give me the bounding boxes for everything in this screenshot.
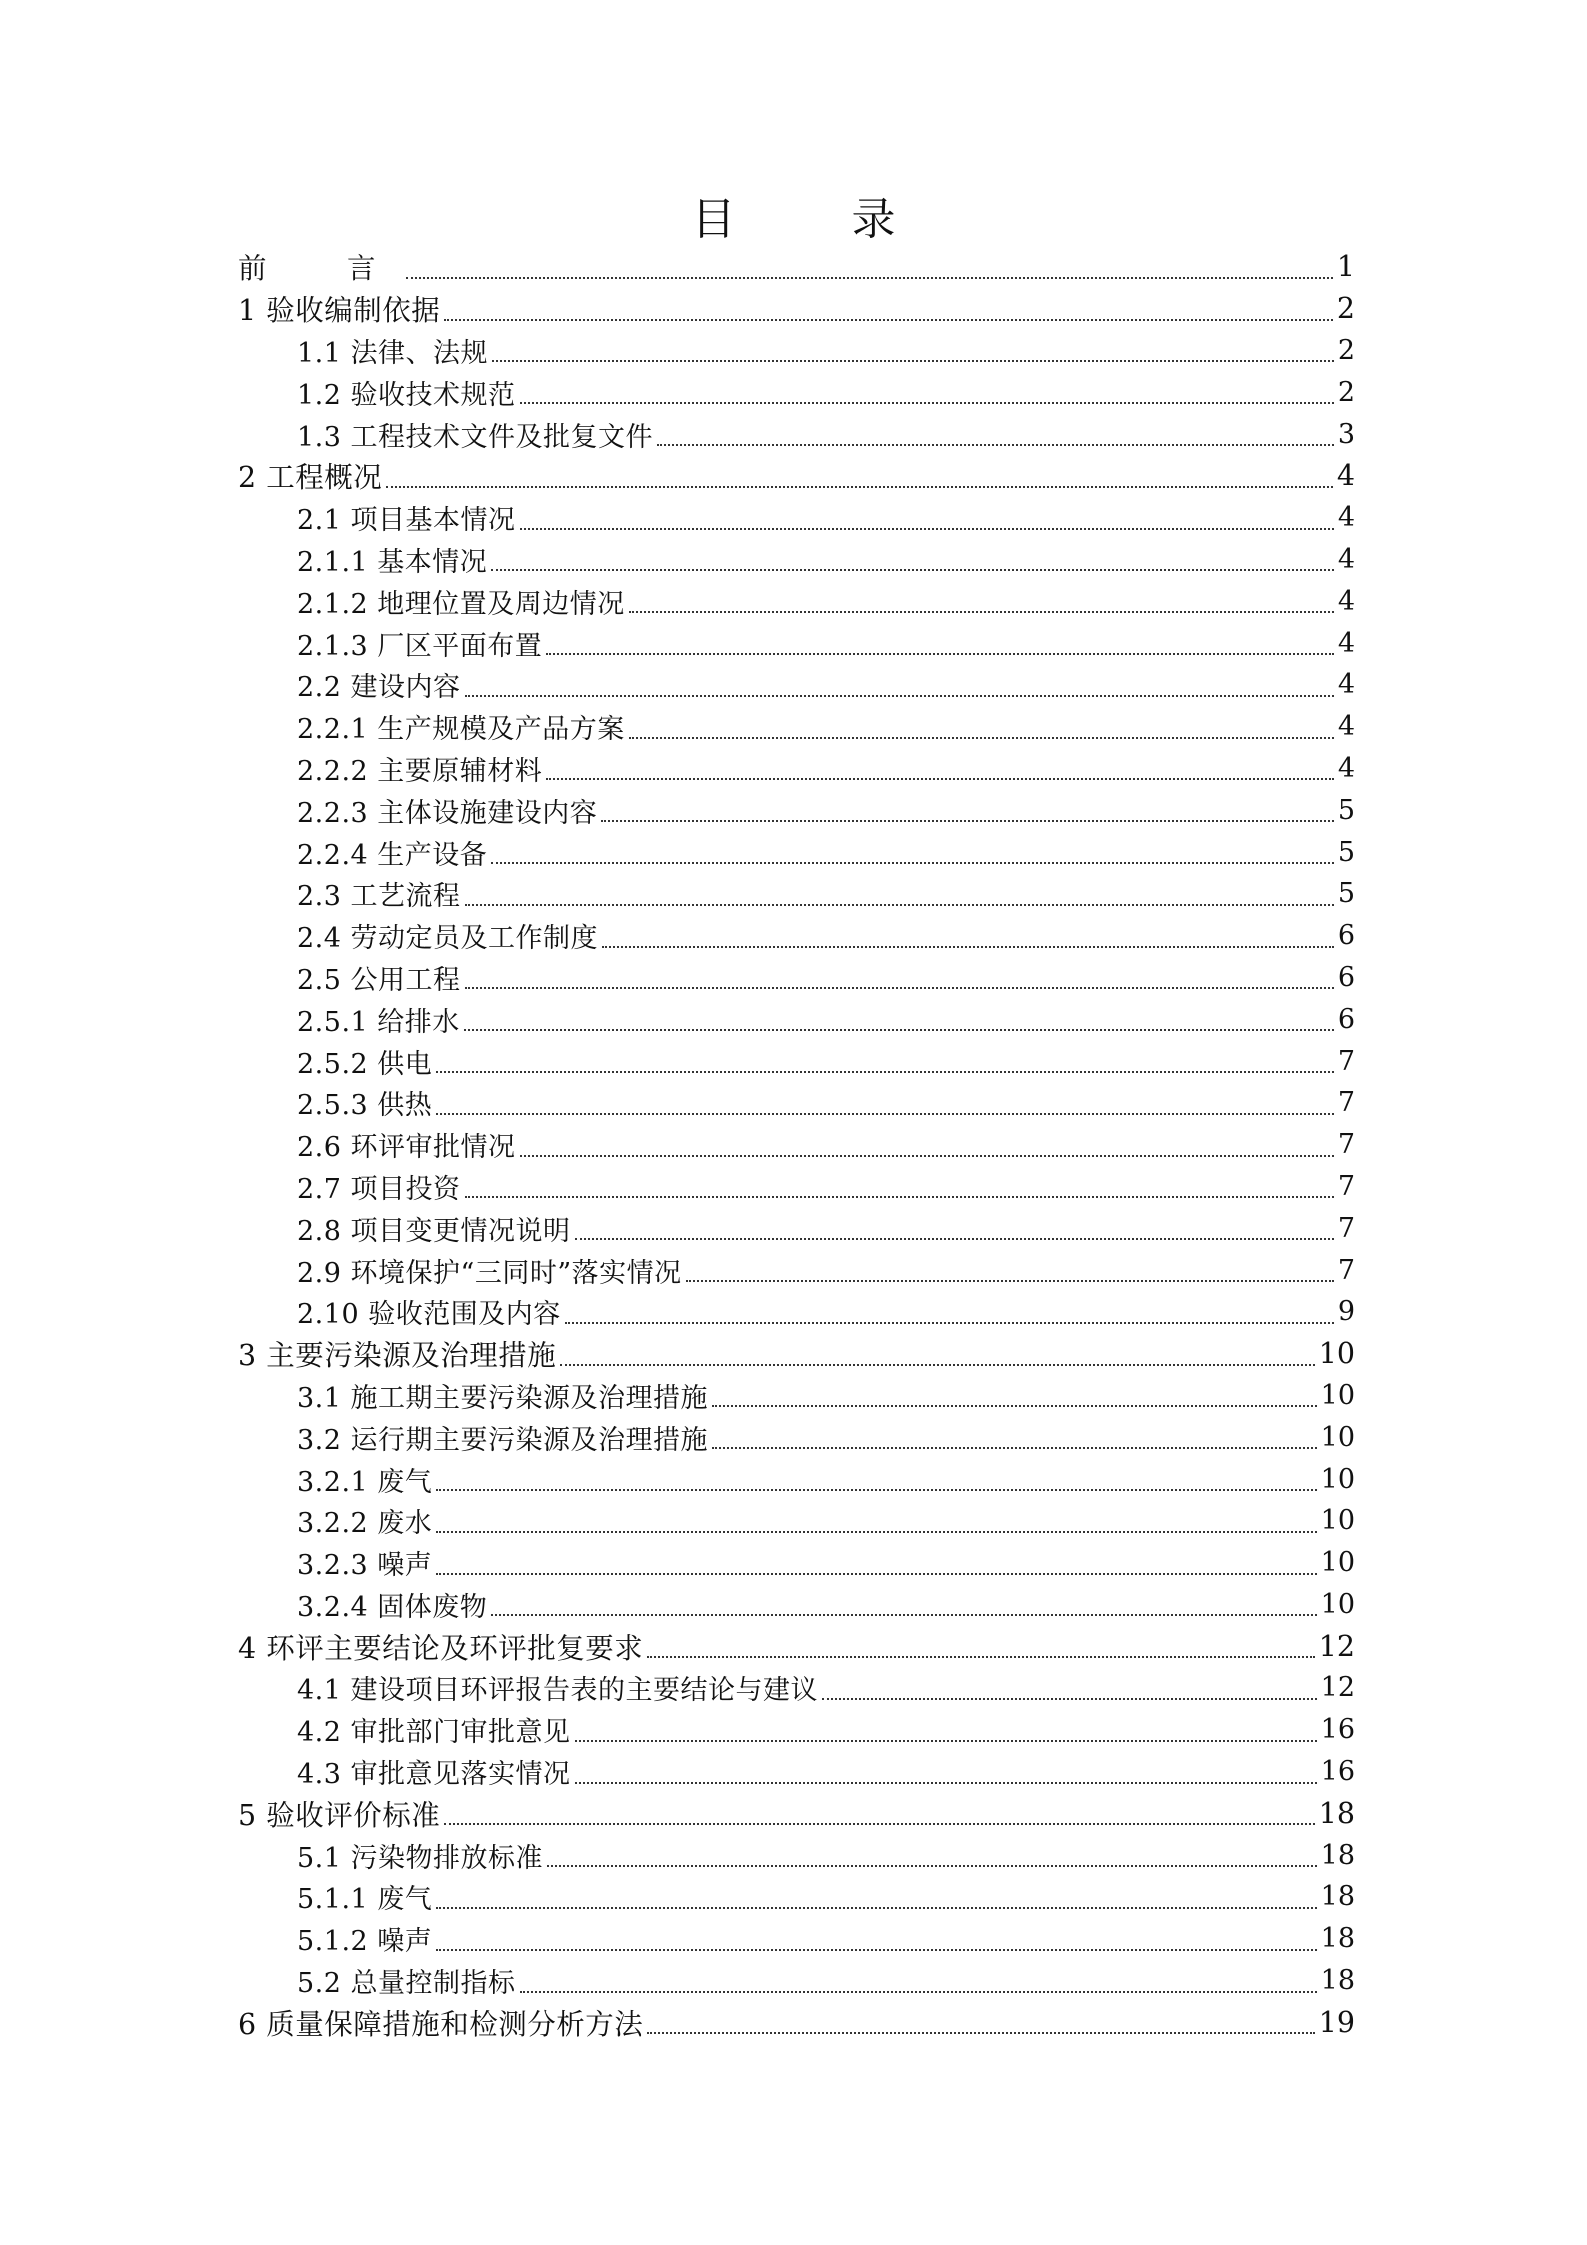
toc-dot-leader xyxy=(436,1489,1316,1491)
toc-entry-label: 2.2.1 生产规模及产品方案 xyxy=(297,714,625,746)
toc-entry-page-number: 7 xyxy=(1337,1045,1355,1077)
toc-entry-label: 1 验收编制依据 xyxy=(238,294,441,328)
toc-entry[interactable] xyxy=(0,1709,1587,1751)
toc-dot-leader xyxy=(575,1782,1317,1784)
toc-entry-page-number: 10 xyxy=(1320,1421,1355,1453)
toc-entry-page-number: 10 xyxy=(1318,1337,1355,1371)
toc-dot-leader xyxy=(491,569,1334,571)
toc-entry[interactable] xyxy=(0,288,1587,330)
toc-dot-leader xyxy=(491,1614,1316,1616)
toc-dot-leader xyxy=(491,862,1334,864)
toc-entry-page-number: 6 xyxy=(1337,1003,1355,1035)
toc-entry-page-number: 18 xyxy=(1318,1796,1355,1830)
toc-dot-leader xyxy=(436,1113,1334,1115)
toc-entry[interactable] xyxy=(0,1667,1587,1709)
toc-entry[interactable] xyxy=(0,789,1587,831)
toc-entry[interactable] xyxy=(0,873,1587,915)
toc-dot-leader xyxy=(546,778,1334,780)
toc-entry-page-number: 16 xyxy=(1320,1756,1355,1788)
toc-entry-page-number: 5 xyxy=(1337,794,1355,826)
toc-dot-leader xyxy=(629,737,1334,739)
toc-dot-leader xyxy=(492,360,1334,362)
toc-entry[interactable] xyxy=(0,1416,1587,1458)
toc-dot-leader xyxy=(712,1447,1317,1449)
toc-entry-page-number: 18 xyxy=(1320,1923,1355,1955)
toc-dot-leader xyxy=(560,1364,1315,1366)
toc-entry[interactable] xyxy=(0,957,1587,999)
toc-dot-leader xyxy=(647,1656,1315,1658)
toc-entry[interactable] xyxy=(0,539,1587,581)
toc-entry-label: 2.7 项目投资 xyxy=(297,1173,461,1205)
toc-entry[interactable] xyxy=(0,748,1587,790)
toc-entry-page-number: 2 xyxy=(1337,376,1355,408)
toc-entry[interactable] xyxy=(0,1792,1587,1834)
toc-dot-leader xyxy=(436,1573,1316,1575)
toc-entry[interactable] xyxy=(0,1751,1587,1793)
toc-entry-label: 3.2.2 废水 xyxy=(297,1508,433,1540)
toc-entry-label: 1.2 验收技术规范 xyxy=(297,379,516,411)
toc-dot-leader xyxy=(575,1238,1334,1240)
toc-entry-page-number: 18 xyxy=(1320,1965,1355,1997)
toc-entry[interactable] xyxy=(0,1918,1587,1960)
toc-entry-label: 6 质量保障措施和检测分析方法 xyxy=(238,2007,644,2041)
toc-entry-label: 2.2 建设内容 xyxy=(297,672,461,704)
toc-entry-page-number: 10 xyxy=(1320,1463,1355,1495)
toc-entry[interactable] xyxy=(0,915,1587,957)
toc-entry-page-number: 12 xyxy=(1320,1672,1355,1704)
toc-entry-page-number: 4 xyxy=(1337,627,1355,659)
toc-entry-label: 2.4 劳动定员及工作制度 xyxy=(297,923,599,955)
toc-entry[interactable] xyxy=(0,1249,1587,1291)
toc-entry-page-number: 3 xyxy=(1337,418,1355,450)
toc-entry[interactable] xyxy=(0,497,1587,539)
toc-dot-leader xyxy=(565,1322,1334,1324)
toc-entry[interactable] xyxy=(0,1166,1587,1208)
toc-entry-label: 2.2.2 主要原辅材料 xyxy=(297,755,543,787)
toc-entry-label: 3.2.1 废气 xyxy=(297,1466,433,1498)
toc-dot-leader xyxy=(657,444,1334,446)
toc-entry-label: 2.1 项目基本情况 xyxy=(297,505,516,537)
toc-entry-label: 5.1.1 废气 xyxy=(297,1884,433,1916)
toc-entry-page-number: 18 xyxy=(1320,1881,1355,1913)
toc-entry[interactable] xyxy=(0,1040,1587,1082)
toc-entry[interactable] xyxy=(0,455,1587,497)
toc-entry[interactable] xyxy=(0,1082,1587,1124)
toc-entry[interactable] xyxy=(0,622,1587,664)
toc-dot-leader xyxy=(647,2032,1315,2034)
toc-entry[interactable] xyxy=(0,998,1587,1040)
toc-dot-leader xyxy=(520,1991,1317,1993)
toc-entry-label: 1.3 工程技术文件及批复文件 xyxy=(297,421,654,453)
toc-entry-page-number: 4 xyxy=(1336,459,1355,493)
toc-dot-leader xyxy=(464,1029,1334,1031)
toc-dot-leader xyxy=(546,653,1334,655)
toc-dot-leader xyxy=(465,695,1334,697)
toc-dot-leader xyxy=(520,402,1334,404)
toc-entry[interactable] xyxy=(0,246,1587,288)
toc-dot-leader xyxy=(465,904,1334,906)
toc-entry-page-number: 18 xyxy=(1320,1839,1355,1871)
toc-entry-label: 5.2 总量控制指标 xyxy=(297,1968,516,2000)
toc-entry-page-number: 12 xyxy=(1318,1629,1355,1663)
toc-entry[interactable] xyxy=(0,831,1587,873)
toc-entry-label: 2.9 环境保护“三同时”落实情况 xyxy=(297,1257,682,1289)
toc-dot-leader xyxy=(444,1823,1315,1825)
toc-entry[interactable] xyxy=(0,1542,1587,1584)
toc-entry-label: 3.2 运行期主要污染源及治理措施 xyxy=(297,1424,709,1456)
page-title: 目 录 xyxy=(691,194,932,245)
toc-dot-leader xyxy=(601,820,1334,822)
toc-entry-label: 3.2.4 固体废物 xyxy=(297,1591,488,1623)
toc-entry-label: 2.5.3 供热 xyxy=(297,1090,433,1122)
toc-entry-label: 2.1.3 厂区平面布置 xyxy=(297,630,543,662)
toc-entry[interactable] xyxy=(0,330,1587,372)
toc-entry-label: 2 工程概况 xyxy=(238,461,383,495)
toc-dot-leader xyxy=(822,1698,1317,1700)
toc-entry-label: 4.1 建设项目环评报告表的主要结论与建议 xyxy=(297,1675,819,1707)
toc-entry[interactable] xyxy=(0,371,1587,413)
toc-entry-page-number: 4 xyxy=(1337,669,1355,701)
toc-entry-label: 3 主要污染源及治理措施 xyxy=(238,1339,557,1373)
toc-entry-page-number: 7 xyxy=(1337,1212,1355,1244)
toc-entry-page-number: 2 xyxy=(1337,334,1355,366)
toc-dot-leader xyxy=(406,277,1333,279)
toc-entry[interactable] xyxy=(0,1207,1587,1249)
toc-dot-leader xyxy=(629,611,1334,613)
toc-entry-label: 4.3 审批意见落实情况 xyxy=(297,1759,571,1791)
toc-entry[interactable] xyxy=(0,706,1587,748)
toc-dot-leader xyxy=(712,1405,1317,1407)
toc-entry-page-number: 19 xyxy=(1318,2005,1355,2039)
toc-entry-page-number: 6 xyxy=(1337,920,1355,952)
toc-entry[interactable] xyxy=(0,664,1587,706)
toc-entry[interactable] xyxy=(0,1500,1587,1542)
toc-entry-label: 2.5 公用工程 xyxy=(297,964,461,996)
toc-entry-label: 5.1 污染物排放标准 xyxy=(297,1842,544,1874)
toc-dot-leader xyxy=(547,1865,1317,1867)
toc-dot-leader xyxy=(436,1071,1334,1073)
toc-entry-label: 2.5.1 给排水 xyxy=(297,1006,460,1038)
toc-entry[interactable] xyxy=(0,1333,1587,1375)
toc-entry-label: 2.2.3 主体设施建设内容 xyxy=(297,797,598,829)
toc-entry-label: 1.1 法律、法规 xyxy=(297,337,489,369)
toc-entry-label: 2.2.4 生产设备 xyxy=(297,839,488,871)
toc-entry[interactable] xyxy=(0,413,1587,455)
toc-dot-leader xyxy=(444,319,1333,321)
toc-entry-label: 2.3 工艺流程 xyxy=(297,881,461,913)
toc-entry-label: 5.1.2 噪声 xyxy=(297,1926,433,1958)
toc-entry-label: 4 环评主要结论及环评批复要求 xyxy=(238,1631,644,1665)
toc-entry[interactable] xyxy=(0,580,1587,622)
toc-entry-page-number: 16 xyxy=(1320,1714,1355,1746)
toc-dot-leader xyxy=(436,1949,1316,1951)
toc-entry-page-number: 1 xyxy=(1336,250,1355,284)
toc-entry-label: 2.10 验收范围及内容 xyxy=(297,1299,561,1331)
toc-entry-page-number: 7 xyxy=(1337,1087,1355,1119)
toc-entry-page-number: 4 xyxy=(1337,711,1355,743)
toc-entry-page-number: 10 xyxy=(1320,1547,1355,1579)
toc-entry[interactable] xyxy=(0,1458,1587,1500)
toc-entry-page-number: 5 xyxy=(1337,878,1355,910)
toc-entry[interactable] xyxy=(0,1834,1587,1876)
toc-entry-label: 2.8 项目变更情况说明 xyxy=(297,1215,571,1247)
toc-entry[interactable] xyxy=(0,1584,1587,1626)
toc-entry-label: 3.1 施工期主要污染源及治理措施 xyxy=(297,1382,709,1414)
table-of-contents xyxy=(0,246,1587,2043)
toc-entry[interactable] xyxy=(0,1960,1587,2002)
toc-dot-leader xyxy=(465,987,1334,989)
toc-entry-page-number: 2 xyxy=(1336,292,1355,326)
toc-dot-leader xyxy=(575,1740,1317,1742)
toc-dot-leader xyxy=(686,1280,1334,1282)
toc-dot-leader xyxy=(386,486,1333,488)
toc-entry-page-number: 5 xyxy=(1337,836,1355,868)
toc-entry-page-number: 9 xyxy=(1337,1296,1355,1328)
toc-entry-label: 4.2 审批部门审批意见 xyxy=(297,1717,571,1749)
toc-entry-label: 5 验收评价标准 xyxy=(238,1798,441,1832)
toc-entry-page-number: 10 xyxy=(1320,1379,1355,1411)
toc-entry[interactable] xyxy=(0,1291,1587,1333)
toc-entry-page-number: 6 xyxy=(1337,961,1355,993)
toc-dot-leader xyxy=(436,1907,1316,1909)
toc-entry-page-number: 7 xyxy=(1337,1170,1355,1202)
toc-entry[interactable] xyxy=(0,1375,1587,1417)
toc-dot-leader xyxy=(520,1155,1334,1157)
toc-entry-label: 2.1.2 地理位置及周边情况 xyxy=(297,588,625,620)
toc-entry-page-number: 4 xyxy=(1337,585,1355,617)
toc-entry-label: 2.5.2 供电 xyxy=(297,1048,433,1080)
toc-entry[interactable] xyxy=(0,2001,1587,2043)
toc-entry-page-number: 10 xyxy=(1320,1505,1355,1537)
toc-entry-label: 2.1.1 基本情况 xyxy=(297,546,488,578)
toc-entry-label: 2.6 环评审批情况 xyxy=(297,1132,516,1164)
toc-entry-page-number: 7 xyxy=(1337,1129,1355,1161)
toc-entry-page-number: 10 xyxy=(1320,1588,1355,1620)
toc-dot-leader xyxy=(436,1531,1316,1533)
toc-entry-page-number: 4 xyxy=(1337,502,1355,534)
toc-entry-label: 3.2.3 噪声 xyxy=(297,1550,433,1582)
toc-dot-leader xyxy=(602,946,1334,948)
toc-dot-leader xyxy=(465,1196,1334,1198)
toc-dot-leader xyxy=(520,528,1334,530)
toc-entry-label: 前 言 xyxy=(238,252,402,286)
toc-entry-page-number: 4 xyxy=(1337,543,1355,575)
toc-entry[interactable] xyxy=(0,1124,1587,1166)
toc-entry[interactable] xyxy=(0,1876,1587,1918)
toc-entry-page-number: 7 xyxy=(1337,1254,1355,1286)
toc-entry[interactable] xyxy=(0,1625,1587,1667)
toc-entry-page-number: 4 xyxy=(1337,752,1355,784)
